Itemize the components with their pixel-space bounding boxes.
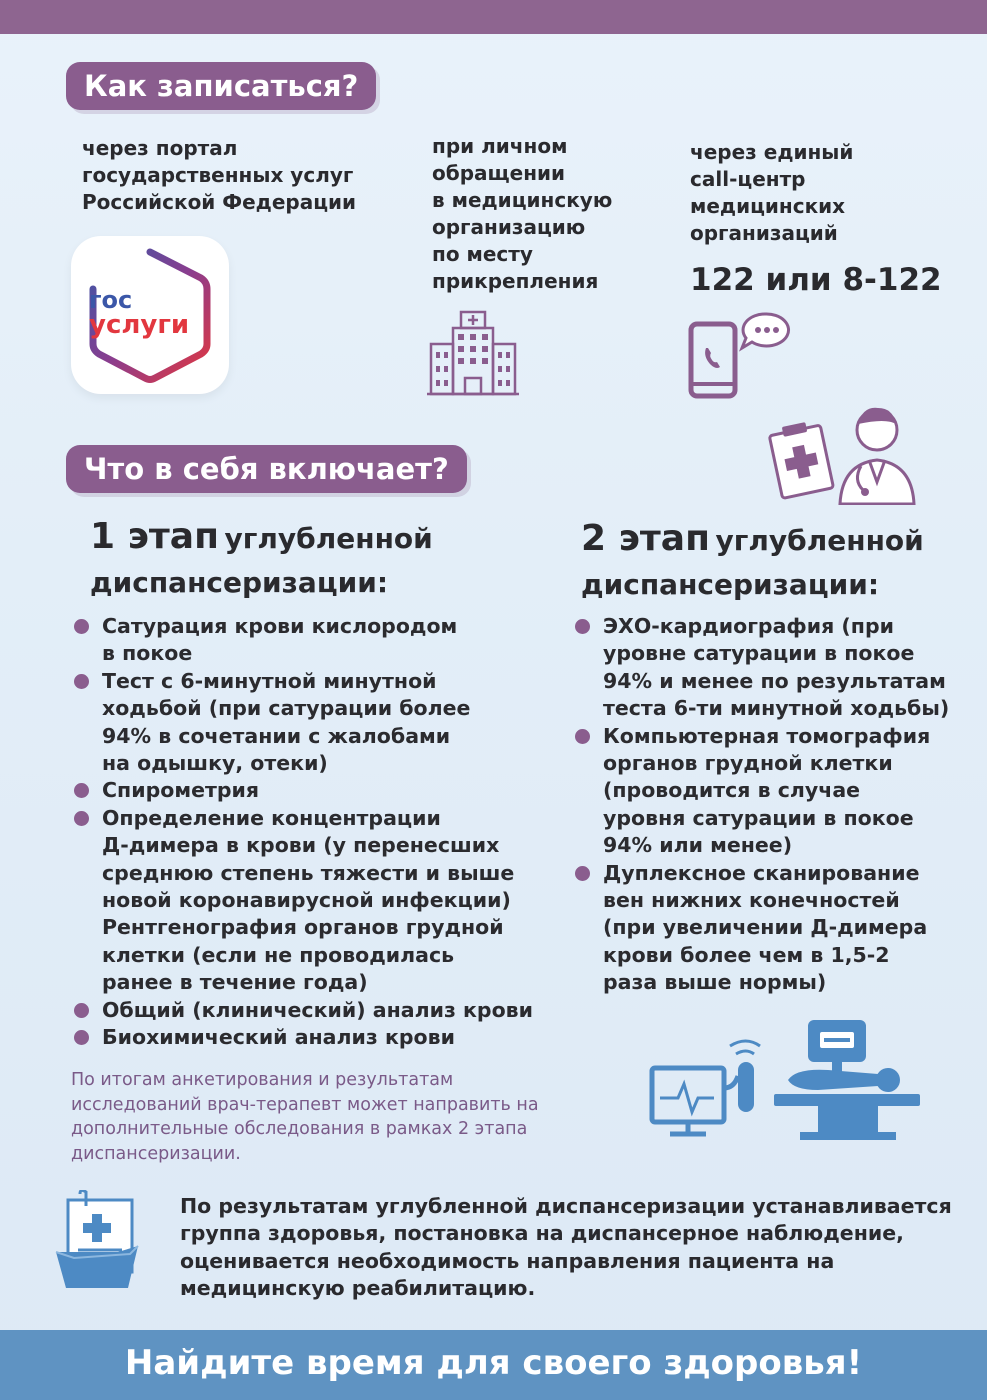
what-included-heading: Что в себя включает? xyxy=(66,445,467,493)
footer-banner: Найдите время для своего здоровья! xyxy=(0,1330,987,1400)
stage2-item-text: Дуплексное сканирование вен нижних конечностей (при увеличении Д-димера крови более чем в 1,5-2 раза выше нормы) xyxy=(603,860,928,995)
stage1-item xyxy=(72,805,542,915)
callcenter-phone: 122 или 8-122 xyxy=(690,262,942,298)
stage1-title xyxy=(90,517,510,607)
option-callcenter-text: через единый call-центр медицинских организаций xyxy=(690,140,854,245)
stage1-number: 1 этап xyxy=(90,516,219,557)
medical-record-folder-icon xyxy=(54,1190,154,1294)
stage1-item xyxy=(72,613,542,668)
bullet-dot-icon xyxy=(74,783,89,798)
gosuslugi-logo-line2: услуги xyxy=(89,310,190,340)
stage1-item-text: Общий (клинический) анализ крови xyxy=(102,997,534,1022)
stage1-item xyxy=(72,668,542,778)
stage1-item xyxy=(72,1024,542,1051)
stage1-item-text: Сатурация крови кислородом в покое xyxy=(102,614,458,666)
stage1-item-text: Определение концентрации Д-димера в крови (у перенесших среднюю степень тяжести и выше новой коронавирусной инфекции) xyxy=(102,805,515,913)
stage1-title-rest: углубленной xyxy=(224,522,433,555)
stage1-title-line2: диспансеризации: xyxy=(90,566,389,599)
stage2-title-line2: диспансеризации: xyxy=(581,568,880,601)
stage1-item-text: Рентгенография органов грудной клетки (если не проводилась ранее в течение года) xyxy=(102,915,504,995)
medical-equipment-icon xyxy=(648,1018,920,1140)
stage2-item-text: Компьютерная томография органов грудной клетки (проводится в случае уровня сатурации в покое 94% или менее) xyxy=(603,723,931,858)
option-portal-text: через портал государственных услуг Российской Федерации xyxy=(82,136,357,214)
hospital-building-icon xyxy=(425,310,521,398)
bullet-dot-icon xyxy=(74,674,89,689)
bullet-dot-icon xyxy=(74,1003,89,1018)
bullet-dot-icon xyxy=(74,1030,89,1045)
stage2-item xyxy=(573,723,963,860)
gosuslugi-logo-line1: гос xyxy=(89,286,133,314)
stage2-item xyxy=(573,613,963,723)
stage2-number: 2 этап xyxy=(581,518,710,559)
stage1-item xyxy=(72,777,542,804)
stage1-item xyxy=(72,914,542,996)
stage1-item xyxy=(72,997,542,1024)
how-to-register-heading: Как записаться? xyxy=(66,62,376,110)
result-paragraph: По результатам углубленной диспансеризации устанавливается группа здоровья, постановка на диспансерное наблюдение, оценивается необходимость направления пациента на медицинскую реабилитацию. xyxy=(180,1194,952,1301)
stage2-item xyxy=(573,860,963,997)
stage1-item-text: Тест с 6-минутной минутной ходьбой (при сатурации более 94% в сочетании с жалобами на одышку, отеки) xyxy=(102,668,471,776)
bullet-dot-icon xyxy=(74,811,89,826)
stage1-item-text: Спирометрия xyxy=(102,778,260,803)
stage1-list xyxy=(72,613,542,1052)
gosuslugi-logo[interactable] xyxy=(71,236,229,394)
stage2-item-text: ЭХО-кардиография (при уровне сатурации в покое 94% и менее по результатам теста 6-ти минутной ходьбы) xyxy=(603,614,950,721)
phone-chat-icon xyxy=(688,310,798,402)
stage1-item-text: Биохимический анализ крови xyxy=(102,1025,455,1050)
bullet-dot-icon xyxy=(575,866,590,881)
option-in-person-text: при личном обращении в медицинскую организацию по месту прикрепления xyxy=(432,134,613,293)
stage2-title-rest: углубленной xyxy=(715,524,924,557)
bullet-dot-icon xyxy=(575,619,590,634)
stage2-list xyxy=(573,613,963,997)
stage2-title xyxy=(581,519,961,609)
therapist-note: По итогам анкетирования и результатам исследований врач-терапевт может направить на дополнительные обследования в рамках 2 этапа диспансеризации. xyxy=(71,1070,539,1164)
top-bar xyxy=(0,0,987,34)
bullet-dot-icon xyxy=(575,729,590,744)
doctor-clipboard-icon xyxy=(765,400,920,505)
bullet-dot-icon xyxy=(74,619,89,634)
